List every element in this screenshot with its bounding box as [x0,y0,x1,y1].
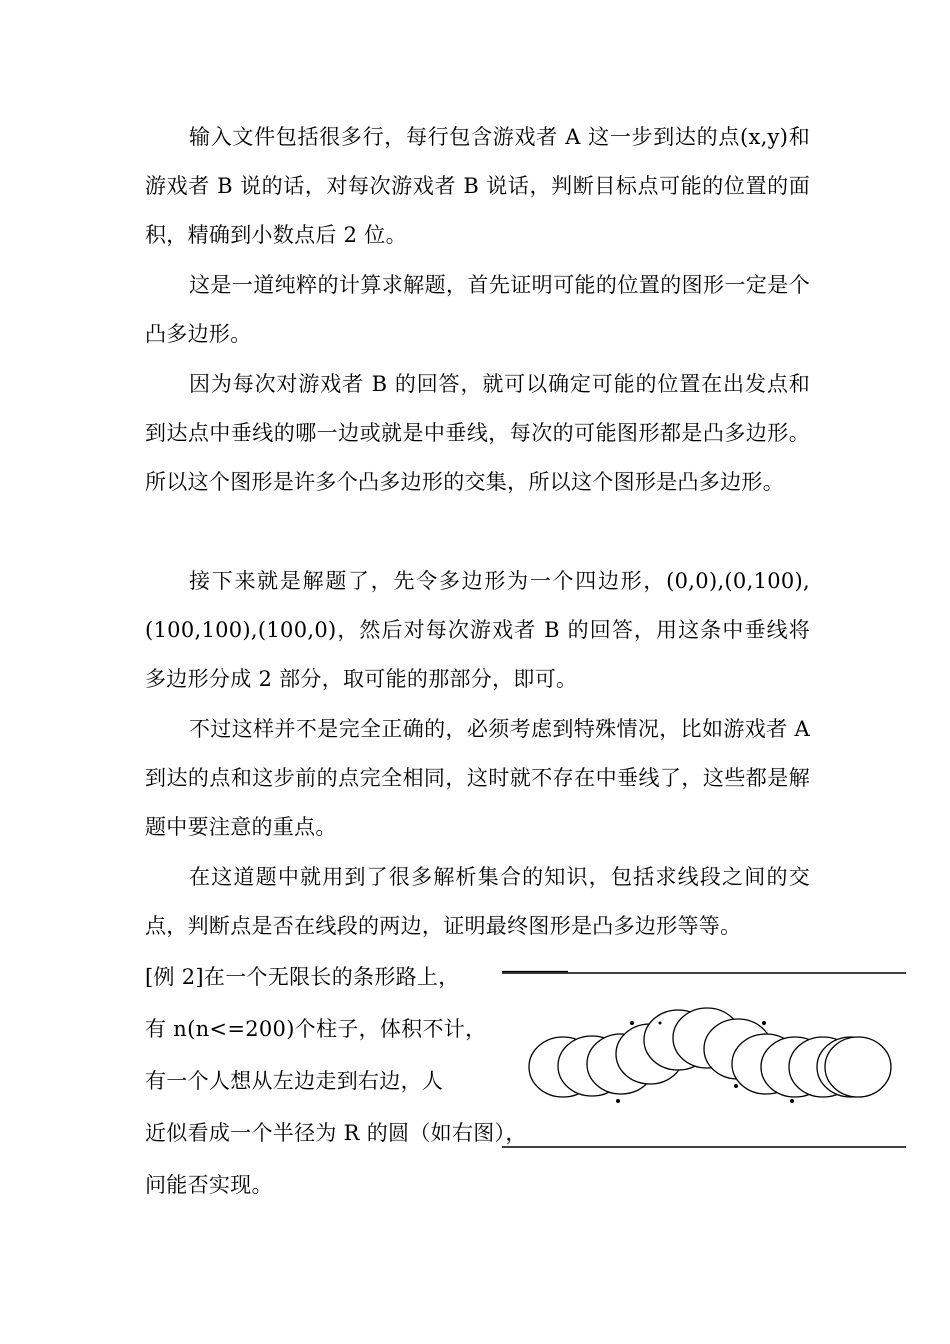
paragraph-input-format: 输入文件包括很多行，每行包含游戏者 A 这一步到达的点(x,y)和游戏者 B 说的话，对每次游戏者 B 说话，判断目标点可能的位置的面积，精确到小数点后 2 位。 [145,125,810,247]
paragraph-algorithm: 接下来就是解题了，先令多边形为一个四边形，(0,0),(0,100),(100,100),(100,0)，然后对每次游戏者 B 的回答，用这条中垂线将多边形分成 2 部分，取可能的那部分，即可。 [145,569,810,691]
post-dot [790,1099,794,1103]
example-line: 近似看成一个半径为 R 的圆（如右图）， [145,1121,527,1145]
post-dot [762,1021,766,1025]
post-dot [734,1084,738,1088]
post-dot [630,1021,634,1025]
post-dot [659,1022,662,1025]
person-circle [825,1037,891,1097]
example-line: 有 n(n<=200)个柱子，体积不计， [145,1017,487,1041]
paragraph-special-case: 不过这样并不是完全正确的，必须考虑到特殊情况，比如游戏者 A 到达的点和这步前的点完全相同，这时就不存在中垂线了，这些都是解题中要注意的重点。 [145,717,810,839]
example-2-statement [145,951,545,1211]
person-circles [529,1008,891,1097]
post-dot [616,1099,620,1103]
example-line: 问能否实现。 [145,1173,273,1197]
paragraph-convex-proof: 因为每次对游戏者 B 的回答，就可以确定可能的位置在出发点和到达点中垂线的哪一边或就是中垂线，每次的可能图形都是凸多边形。所以这个图形是许多个凸多边形的交集，所以这个图形是凸多边形。 [145,372,810,494]
example-line: 有一个人想从左边走到右边，人 [145,1069,444,1093]
strip-road-diagram [500,960,910,1160]
example-line: [例 2]在一个无限长的条形路上， [145,965,460,989]
strip-road-figure [500,960,910,1160]
paragraph-knowledge: 在这道题中就用到了很多解析集合的知识，包括求线段之间的交点，判断点是否在线段的两边，证明最终图形是凸多边形等等。 [145,865,810,938]
paragraph-convex-claim: 这是一道纯粹的计算求解题，首先证明可能的位置的图形一定是个凸多边形。 [145,273,810,346]
